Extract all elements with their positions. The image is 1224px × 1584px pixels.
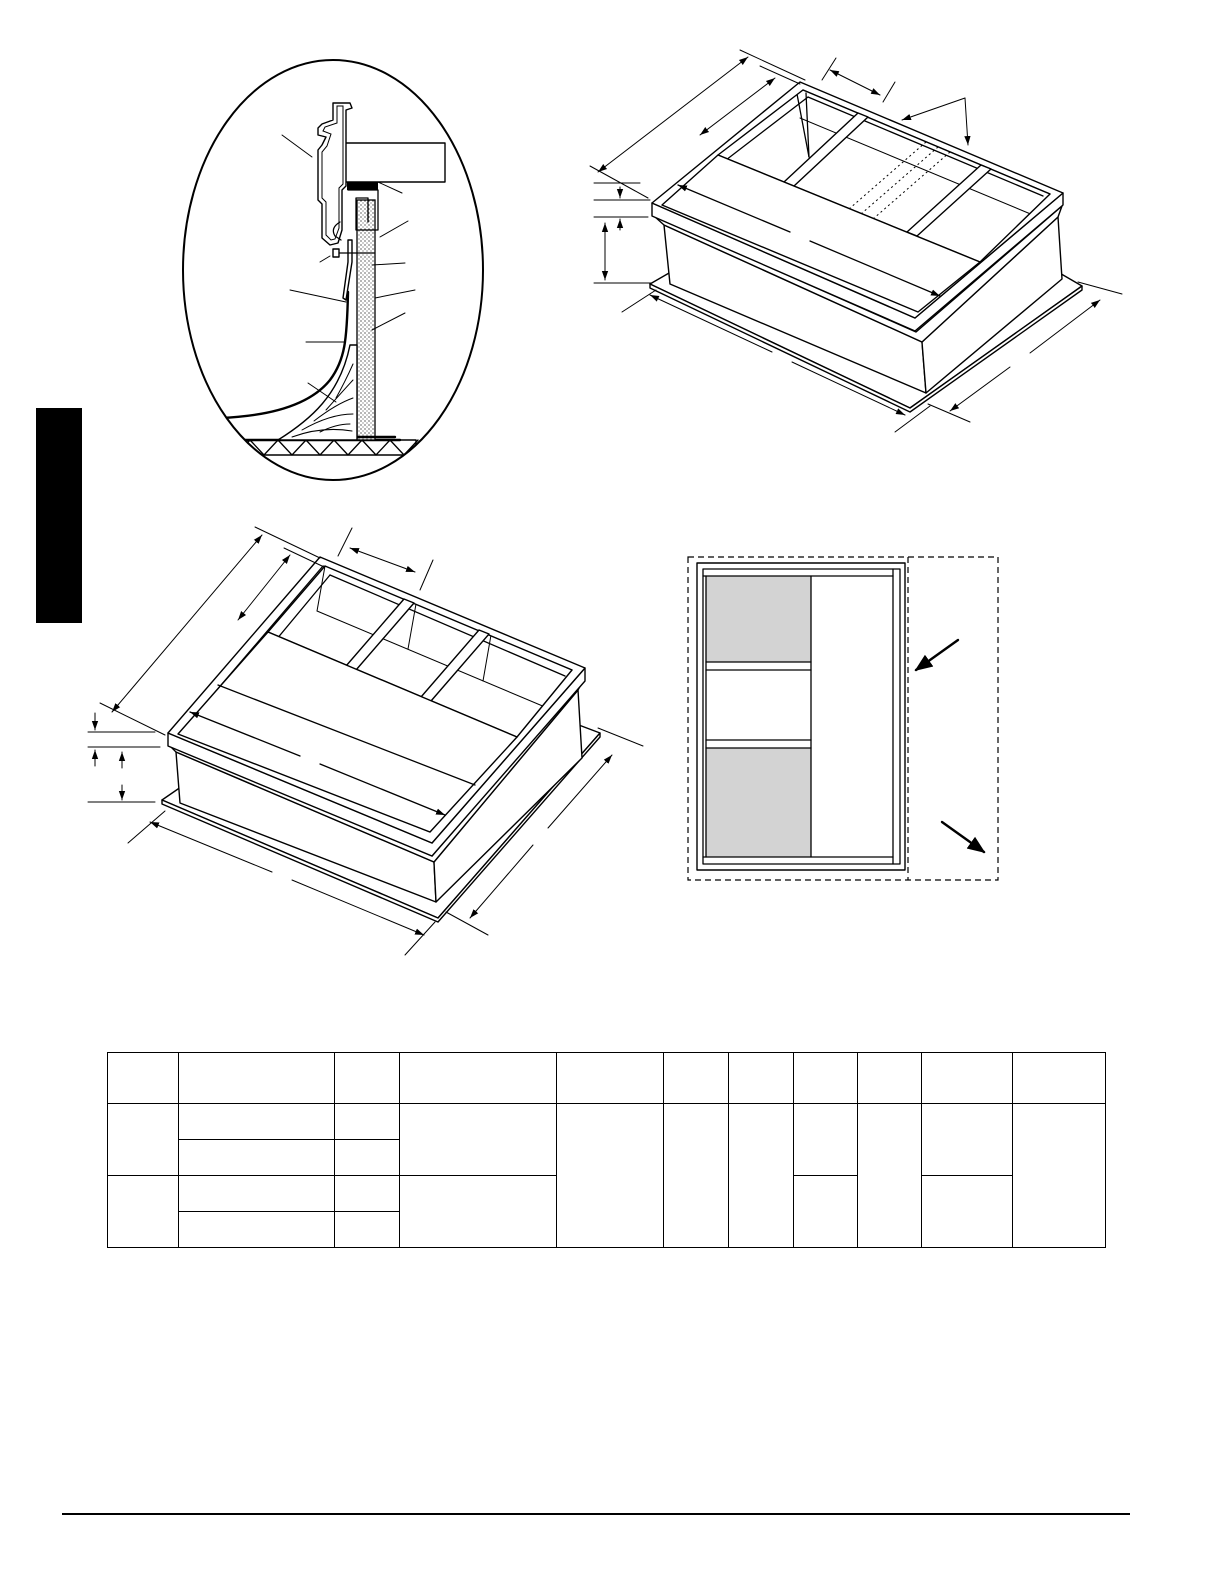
table-header-cell	[858, 1053, 922, 1104]
dimension-line	[830, 70, 880, 95]
shaded-opening	[706, 748, 811, 857]
curb-plan-view	[688, 557, 998, 880]
leader-line	[965, 98, 968, 145]
curb-isometric-small	[88, 527, 643, 955]
table-header-cell	[729, 1053, 794, 1104]
table-cell	[400, 1104, 557, 1176]
table-header-cell	[179, 1053, 335, 1104]
table-cell	[922, 1176, 1013, 1248]
table-header-cell	[1013, 1053, 1106, 1104]
curb-isometric-large	[590, 50, 1122, 432]
leader-line	[375, 290, 415, 298]
table-header-cell	[108, 1053, 179, 1104]
callout-arrow	[916, 640, 958, 670]
leader-line	[282, 135, 312, 157]
leader-line	[320, 256, 330, 262]
specification-table	[107, 1052, 1106, 1248]
footer-rule	[62, 1513, 1130, 1515]
extension-line	[883, 82, 895, 102]
extension-line	[446, 912, 488, 935]
extension-line	[622, 290, 656, 312]
extension-line	[100, 703, 165, 735]
extension-line	[128, 811, 165, 843]
table-header-cell	[922, 1053, 1013, 1104]
counter-flashing	[343, 240, 352, 300]
leader-line	[902, 98, 965, 120]
frame-member	[342, 143, 445, 182]
gasket	[347, 182, 378, 190]
table-header-row	[108, 1053, 1106, 1104]
leader-line	[380, 221, 408, 237]
leader-line	[372, 263, 405, 265]
table-cell	[664, 1104, 729, 1248]
table-header-cell	[400, 1053, 557, 1104]
table-cell	[335, 1212, 400, 1248]
table-cell	[179, 1140, 335, 1176]
extension-line	[420, 560, 433, 590]
table-cell	[922, 1104, 1013, 1176]
table-cell	[335, 1176, 400, 1212]
table-header-cell	[335, 1053, 400, 1104]
table-cell	[1013, 1104, 1106, 1248]
curb-insulation	[357, 200, 375, 440]
extension-line	[255, 527, 320, 558]
table-header-cell	[664, 1053, 729, 1104]
extension-line	[284, 548, 322, 566]
table-cell	[729, 1104, 794, 1248]
extension-line	[740, 50, 805, 80]
table-cell	[557, 1104, 664, 1248]
table-cell	[335, 1140, 400, 1176]
extension-line	[1078, 282, 1122, 294]
callout-arrow	[942, 822, 984, 852]
table-cell	[108, 1104, 179, 1176]
table-cell	[794, 1104, 858, 1176]
table-cell	[858, 1104, 922, 1248]
table-cell	[179, 1212, 335, 1248]
extension-line	[598, 728, 643, 746]
table-cell	[335, 1104, 400, 1140]
dimension-line	[350, 548, 415, 572]
leader-line	[372, 313, 405, 330]
extension-line	[338, 528, 352, 556]
table-cell	[108, 1176, 179, 1248]
table-cell	[179, 1176, 335, 1212]
leader-line	[378, 182, 402, 193]
leader-line	[290, 290, 346, 302]
roof-deck	[226, 440, 418, 455]
table-header-cell	[557, 1053, 664, 1104]
extension-line	[590, 166, 648, 198]
table-row	[108, 1104, 1106, 1140]
extension-line	[822, 58, 836, 80]
section-detail	[183, 60, 483, 480]
table-cell	[179, 1104, 335, 1140]
extension-line	[928, 404, 970, 422]
table-header-cell	[794, 1053, 858, 1104]
shaded-opening	[706, 576, 811, 662]
extension-line	[405, 922, 435, 955]
table-cell	[400, 1176, 557, 1248]
table-cell	[794, 1176, 858, 1248]
